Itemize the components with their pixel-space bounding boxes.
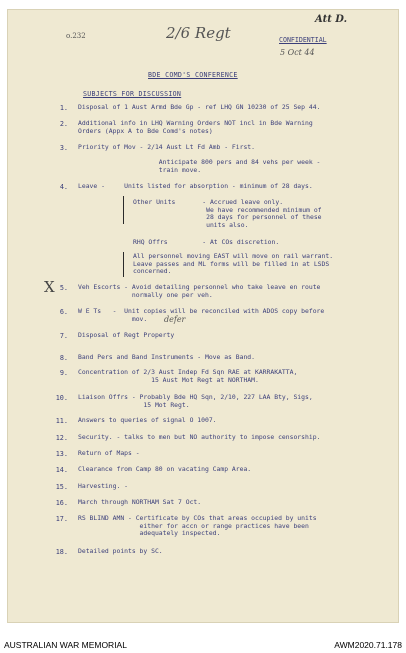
item-text: RS BLIND AMN - Certificate by COs that areas occupied by units either for accn or range practices have been adequately inspected. [78, 514, 317, 538]
margin-line [123, 252, 124, 277]
item-text: Security. - talks to men but NO authority to impose censorship. [78, 433, 321, 441]
classification-stamp: CONFIDENTIAL [279, 36, 327, 44]
document-page [8, 10, 398, 622]
item-text: Other Units - Accrued leave only. We have recommended minimum of 28 days for personnel of these units also. [133, 198, 322, 229]
item-text: All personnel moving EAST will move on rail warrant. Leave passes and ML forms will be filled in at LSDS concerned. [133, 252, 334, 276]
item-text: W E Ts - Unit copies will be reconciled with ADOS copy before mov. [78, 307, 325, 323]
item-text: Liaison Offrs - Probably Bde HQ Sqn, 2/10, 227 LAA Bty, Sigs, 15 Mot Regt. [78, 393, 313, 409]
item-number: 17. [55, 515, 68, 523]
handwritten-cross: X [44, 278, 55, 296]
item-number: 8. [59, 354, 68, 362]
item-number: 2. [59, 120, 68, 128]
item-number: 13. [55, 450, 68, 458]
footer-institution: AUSTRALIAN WAR MEMORIAL [4, 640, 127, 650]
item-number: 5. [59, 284, 68, 292]
reference-number: o.232 [66, 32, 86, 40]
item-text: Answers to queries of signal O 1007. [78, 416, 217, 424]
footer-accession-number: AWM2020.71.178 [334, 640, 402, 650]
handwritten-title: 2/6 Regt [166, 24, 231, 42]
item-text: Leave - Units listed for absorption - minimum of 28 days. [78, 182, 313, 190]
item-text: Veh Escorts - Avoid detailing personnel who take leave en route normally one per veh. [78, 283, 321, 299]
item-text: Disposal of Regt Property [78, 331, 175, 339]
item-text: Concentration of 2/3 Aust Indep Fd Sqn RAE at KARRAKATTA, 15 Aust Mot Regt at NORTHAM. [78, 368, 298, 384]
item-text: Return of Maps - [78, 449, 140, 457]
item-text: Detailed points by SC. [78, 547, 163, 555]
item-number: 6. [59, 308, 68, 316]
item-text: RHQ Offrs - At COs discretion. [133, 238, 280, 246]
document-title: BDE COMD'S CONFERENCE [148, 71, 238, 79]
item-number: 3. [59, 144, 68, 152]
item-text: Clearance from Camp 80 on vacating Camp Area. [78, 465, 252, 473]
item-number: 14. [55, 466, 68, 474]
item-number: 7. [59, 332, 68, 340]
margin-line [123, 196, 124, 224]
item-number: 11. [55, 417, 68, 425]
archive-footer [0, 636, 406, 653]
item-text: Harvesting. - [78, 482, 129, 490]
item-number: 18. [55, 548, 68, 556]
item-text: Additional info in LHQ Warning Orders NOT incl in Bde Warning Orders (Appx A to Bde Comd's notes) [78, 119, 313, 135]
item-number: 4. [59, 183, 68, 191]
item-text: Disposal of 1 Aust Armd Bde Gp - ref LHQ GN 10230 of 25 Sep 44. [78, 103, 321, 111]
handwritten-top-right: Att D. [315, 14, 348, 25]
item-number: 15. [55, 483, 68, 491]
document-subtitle: SUBJECTS FOR DISCUSSION [83, 90, 182, 98]
item-number: 10. [55, 394, 68, 402]
handwritten-note: defer [164, 315, 186, 324]
item-number: 9. [59, 369, 68, 377]
item-text: Priority of Mov - 2/14 Aust Lt Fd Amb - First. Anticipate 800 pers and 84 vehs per week - train move. [78, 143, 321, 174]
item-number: 16. [55, 499, 68, 507]
item-number: 12. [55, 434, 68, 442]
item-text: March through NORTHAM Sat 7 Oct. [78, 498, 202, 506]
item-number: 1. [59, 104, 68, 112]
item-text: Band Pers and Band Instruments - Move as Band. [78, 353, 255, 361]
handwritten-date: 5 Oct 44 [280, 48, 315, 57]
